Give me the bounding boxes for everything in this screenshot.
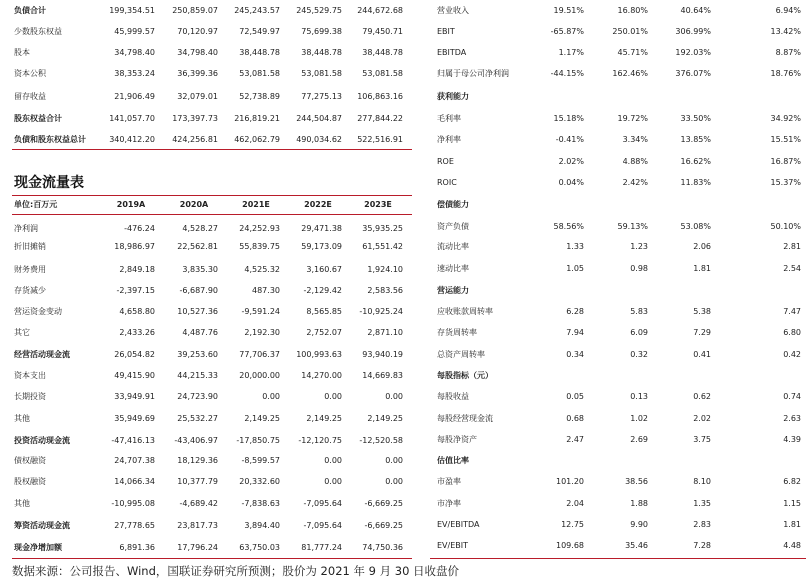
row-value: 244,504.87 (296, 114, 342, 123)
row-value: 20,000.00 (239, 371, 280, 380)
row-value: 5.38 (693, 307, 711, 316)
row-value: -12,520.58 (359, 436, 403, 445)
row-value: 0.41 (693, 350, 711, 359)
row-label: 股权融资 (14, 477, 46, 486)
row-value: 3,160.67 (306, 265, 342, 274)
row-value: 33,949.91 (114, 392, 155, 401)
row-value: 2.47 (566, 435, 584, 444)
row-label: 营运能力 (437, 286, 469, 295)
row-value: 6,891.36 (119, 543, 155, 552)
row-label: EV/EBITDA (437, 520, 480, 529)
row-value: 53,081.58 (362, 69, 403, 78)
row-label: 折旧摊销 (14, 242, 46, 251)
row-value: 199,354.51 (109, 6, 155, 15)
row-value: 16.80% (617, 6, 648, 15)
row-value: 11.83% (680, 178, 711, 187)
row-value: 2.02% (558, 157, 584, 166)
row-value: 32,079.01 (177, 92, 218, 101)
row-label: EBITDA (437, 48, 467, 57)
row-value: 0.62 (693, 392, 711, 401)
row-value: 52,738.89 (239, 92, 280, 101)
row-value: 100,993.63 (296, 350, 342, 359)
row-value: 35.46 (625, 541, 648, 550)
table-row (0, 0, 806, 21)
row-value: 2,149.25 (244, 414, 280, 423)
row-value: 0.00 (385, 477, 403, 486)
row-value: 19.72% (617, 114, 648, 123)
row-value: 173,397.73 (172, 114, 218, 123)
row-value: 2.63 (783, 414, 801, 423)
row-value: 77,706.37 (239, 350, 280, 359)
row-value: 21,906.49 (114, 92, 155, 101)
row-value: 7.47 (783, 307, 801, 316)
row-value: 6.80 (783, 328, 801, 337)
row-value: 38,448.78 (301, 48, 342, 57)
row-value: 38,353.24 (114, 69, 155, 78)
row-value: 35,949.69 (114, 414, 155, 423)
row-value: 306.99% (675, 27, 711, 36)
row-value: 0.32 (630, 350, 648, 359)
row-value: 3,894.40 (244, 521, 280, 530)
row-value: 0.74 (783, 392, 801, 401)
row-value: 75,699.38 (301, 27, 342, 36)
row-label: 长期投资 (14, 392, 46, 401)
row-label: 市净率 (437, 499, 461, 508)
row-value: 34,798.40 (177, 48, 218, 57)
row-value: -6,669.25 (364, 499, 403, 508)
row-label: 应收账款周转率 (437, 307, 493, 316)
row-value: -7,838.63 (241, 499, 280, 508)
table-row (0, 493, 806, 514)
row-value: 2.81 (783, 242, 801, 251)
table-row (0, 258, 806, 279)
year-header: 2022E (304, 200, 332, 209)
row-label: 资本公积 (14, 69, 46, 78)
row-value: -9,591.24 (241, 307, 280, 316)
row-value: 1.33 (566, 242, 584, 251)
row-value: 1.05 (566, 264, 584, 273)
row-value: 59,173.09 (301, 242, 342, 251)
row-label: 存货减少 (14, 286, 46, 295)
row-value: 36,399.36 (177, 69, 218, 78)
row-value: -8,599.57 (241, 456, 280, 465)
ratios-bottom-rule (430, 558, 806, 559)
row-label: 流动比率 (437, 242, 469, 251)
row-value: 79,450.71 (362, 27, 403, 36)
row-value: 58.56% (553, 222, 584, 231)
row-value: -47,416.13 (111, 436, 155, 445)
row-value: 7.28 (693, 541, 711, 550)
row-label: 每股指标（元） (437, 371, 493, 380)
row-value: 25,532.27 (177, 414, 218, 423)
row-value: 244,672.68 (357, 6, 403, 15)
row-label: 债权融资 (14, 456, 46, 465)
row-value: 2,149.25 (306, 414, 342, 423)
row-value: 4,528.27 (182, 224, 218, 233)
row-value: 250,859.07 (172, 6, 218, 15)
row-value: 245,529.75 (296, 6, 342, 15)
row-value: 15.18% (553, 114, 584, 123)
table-row (0, 450, 806, 471)
table-row (0, 514, 806, 535)
row-value: 2.04 (566, 499, 584, 508)
table-row (0, 386, 806, 407)
row-label: EV/EBIT (437, 541, 469, 550)
row-label: 每股收益 (437, 392, 469, 401)
row-value: 2.54 (783, 264, 801, 273)
row-value: 38.56 (625, 477, 648, 486)
table-row (0, 322, 806, 343)
row-label: 少数股东权益 (14, 27, 62, 36)
row-value: 34,798.40 (114, 48, 155, 57)
row-value: -10,925.24 (359, 307, 403, 316)
row-value: -65.87% (550, 27, 584, 36)
row-value: 0.05 (566, 392, 584, 401)
row-value: 277,844.22 (357, 114, 403, 123)
row-label: 现金净增加额 (14, 543, 62, 552)
row-value: 250.01% (612, 27, 648, 36)
row-value: 0.13 (630, 392, 648, 401)
row-label: 资产负债 (437, 222, 469, 231)
row-label: 其他 (14, 499, 30, 508)
row-value: 1.15 (783, 499, 801, 508)
table-row (0, 344, 806, 365)
row-value: 53.08% (680, 222, 711, 231)
row-label: 净利率 (437, 135, 461, 144)
row-value: 0.00 (385, 456, 403, 465)
row-value: 74,750.36 (362, 543, 403, 552)
table-row (0, 236, 806, 257)
row-value: 38,448.78 (362, 48, 403, 57)
table-row (0, 129, 806, 150)
year-header: 2019A (116, 200, 146, 209)
row-value: 340,412.20 (109, 135, 155, 144)
unit-label: 单位:百万元 (14, 200, 58, 209)
row-value: 0.42 (783, 350, 801, 359)
row-value: -2,397.15 (116, 286, 155, 295)
row-label: 营业收入 (437, 6, 469, 15)
row-label: 归属于母公司净利润 (437, 69, 509, 78)
row-value: -0.41% (555, 135, 584, 144)
row-value: 1.35 (693, 499, 711, 508)
row-label: 速动比率 (437, 264, 469, 273)
table-row (0, 108, 806, 129)
row-label: 筹资活动现金流 (14, 521, 70, 530)
row-value: 10,527.36 (177, 307, 218, 316)
row-value: 376.07% (675, 69, 711, 78)
row-value: -6,687.90 (179, 286, 218, 295)
row-value: 4,658.80 (119, 307, 155, 316)
row-value: 4.88% (622, 157, 648, 166)
row-value: 0.00 (324, 392, 342, 401)
row-value: 50.10% (770, 222, 801, 231)
row-value: 14,669.83 (362, 371, 403, 380)
row-value: 59.13% (617, 222, 648, 231)
row-value: 72,549.97 (239, 27, 280, 36)
row-label: 财务费用 (14, 265, 46, 274)
row-value: 2.06 (693, 242, 711, 251)
row-value: 192.03% (675, 48, 711, 57)
row-value: 16.87% (770, 157, 801, 166)
row-label: 股东权益合计 (14, 114, 62, 123)
row-value: 0.00 (385, 392, 403, 401)
row-value: 14,270.00 (301, 371, 342, 380)
table-row (0, 471, 806, 492)
row-value: 2,149.25 (367, 414, 403, 423)
row-label: 每股经营现金流 (437, 414, 493, 423)
row-value: 0.00 (262, 392, 280, 401)
row-value: 462,062.79 (234, 135, 280, 144)
row-value: 1,924.10 (367, 265, 403, 274)
row-value: 8.10 (693, 477, 711, 486)
row-value: 4,487.76 (182, 328, 218, 337)
year-header: 2021E (242, 200, 270, 209)
row-value: -476.24 (124, 224, 155, 233)
row-value: 16.62% (680, 157, 711, 166)
row-label: 获利能力 (437, 92, 469, 101)
row-value: 3.75 (693, 435, 711, 444)
row-value: 18,986.97 (114, 242, 155, 251)
table-row (0, 63, 806, 84)
row-value: 14,066.34 (114, 477, 155, 486)
row-value: 17,796.24 (177, 543, 218, 552)
row-value: 8.87% (775, 48, 801, 57)
row-value: 2,583.56 (367, 286, 403, 295)
row-value: 0.34 (566, 350, 584, 359)
row-value: 2.69 (630, 435, 648, 444)
row-value: 6.09 (630, 328, 648, 337)
table-row (0, 42, 806, 63)
row-value: 0.04% (558, 178, 584, 187)
row-value: 24,252.93 (239, 224, 280, 233)
row-value: 15.51% (770, 135, 801, 144)
row-label: 其它 (14, 328, 30, 337)
row-value: 45,999.57 (114, 27, 155, 36)
row-value: -2,129.42 (303, 286, 342, 295)
row-value: 0.00 (324, 477, 342, 486)
row-value: 23,817.73 (177, 521, 218, 530)
row-value: 2.42% (622, 178, 648, 187)
row-value: 1.81 (783, 520, 801, 529)
row-value: 15.37% (770, 178, 801, 187)
row-value: 7.94 (566, 328, 584, 337)
row-value: 1.81 (693, 264, 711, 273)
row-value: 24,723.90 (177, 392, 218, 401)
row-value: -43,406.97 (174, 436, 218, 445)
row-value: -6,669.25 (364, 521, 403, 530)
row-value: 162.46% (612, 69, 648, 78)
row-value: 53,081.58 (301, 69, 342, 78)
table-row (0, 21, 806, 42)
table-row (0, 172, 806, 193)
row-value: 22,562.81 (177, 242, 218, 251)
row-value: 0.00 (324, 456, 342, 465)
row-label: 总资产周转率 (437, 350, 485, 359)
row-value: 10,377.79 (177, 477, 218, 486)
row-value: 12.75 (561, 520, 584, 529)
row-value: 19.51% (553, 6, 584, 15)
table-row (0, 429, 806, 450)
table-row (0, 535, 806, 556)
row-value: 53,081.58 (239, 69, 280, 78)
row-label: 经营活动现金流 (14, 350, 70, 359)
row-value: 61,551.42 (362, 242, 403, 251)
cash-flow-bottom-rule (12, 558, 412, 559)
year-header: 2020A (179, 200, 209, 209)
row-label: ROE (437, 157, 454, 166)
row-value: 4.39 (783, 435, 801, 444)
row-value: 35,935.25 (362, 224, 403, 233)
row-value: 33.50% (680, 114, 711, 123)
row-value: 8,565.85 (306, 307, 342, 316)
row-value: -44.15% (550, 69, 584, 78)
row-value: 101.20 (556, 477, 584, 486)
row-label: 投资活动现金流 (14, 436, 70, 445)
row-value: 216,819.21 (234, 114, 280, 123)
row-value: 63,750.03 (239, 543, 280, 552)
row-value: 2.83 (693, 520, 711, 529)
row-value: -17,850.75 (236, 436, 280, 445)
row-value: -12,120.75 (298, 436, 342, 445)
row-label: ROIC (437, 178, 457, 187)
row-value: 18.76% (770, 69, 801, 78)
table-row (0, 216, 806, 237)
row-label: 负债和股东权益总计 (14, 135, 86, 144)
row-value: 5.83 (630, 307, 648, 316)
row-value: 26,054.82 (114, 350, 155, 359)
row-label: 偿债能力 (437, 200, 469, 209)
row-value: 6.94% (775, 6, 801, 15)
row-value: -7,095.64 (303, 521, 342, 530)
row-value: 1.23 (630, 242, 648, 251)
row-value: 93,940.19 (362, 350, 403, 359)
cash-flow-title: 现金流量表 (14, 175, 84, 191)
row-value: 49,415.90 (114, 371, 155, 380)
table-row (0, 408, 806, 429)
row-value: 106,863.16 (357, 92, 403, 101)
row-value: 13.85% (680, 135, 711, 144)
row-label: 毛利率 (437, 114, 461, 123)
row-value: 38,448.78 (239, 48, 280, 57)
row-label: EBIT (437, 27, 455, 36)
row-value: 2,871.10 (367, 328, 403, 337)
row-value: 27,778.65 (114, 521, 155, 530)
row-value: 81,777.24 (301, 543, 342, 552)
row-value: -4,689.42 (179, 499, 218, 508)
row-value: 7.29 (693, 328, 711, 337)
row-value: 1.17% (558, 48, 584, 57)
row-value: 9.90 (630, 520, 648, 529)
row-label: 负债合计 (14, 6, 46, 15)
row-value: 6.28 (566, 307, 584, 316)
row-value: 487.30 (252, 286, 280, 295)
row-value: 29,471.38 (301, 224, 342, 233)
row-value: 3,835.30 (182, 265, 218, 274)
row-value: 13.42% (770, 27, 801, 36)
row-value: 3.34% (622, 135, 648, 144)
row-value: 2,849.18 (119, 265, 155, 274)
row-value: 2,752.07 (306, 328, 342, 337)
row-value: 522,516.91 (357, 135, 403, 144)
table-row (0, 86, 806, 107)
row-value: 245,243.57 (234, 6, 280, 15)
table-row (0, 194, 806, 215)
row-value: 18,129.36 (177, 456, 218, 465)
data-source-footer: 数据来源：公司报告、Wind，国联证券研究所预测；股价为 2021 年 9 月 30 日收盘价 (12, 564, 460, 578)
row-value: 424,256.81 (172, 135, 218, 144)
row-value: 24,707.38 (114, 456, 155, 465)
row-value: -10,995.08 (111, 499, 155, 508)
row-value: 34.92% (770, 114, 801, 123)
row-value: 44,215.33 (177, 371, 218, 380)
row-label: 存货周转率 (437, 328, 477, 337)
row-value: 1.88 (630, 499, 648, 508)
row-value: 39,253.60 (177, 350, 218, 359)
row-label: 每股净资产 (437, 435, 477, 444)
row-label: 市盈率 (437, 477, 461, 486)
row-label: 营运资金变动 (14, 307, 62, 316)
row-value: 6.82 (783, 477, 801, 486)
year-header: 2023E (364, 200, 392, 209)
row-value: 77,275.13 (301, 92, 342, 101)
row-value: 0.68 (566, 414, 584, 423)
table-row (0, 151, 806, 172)
row-value: 20,332.60 (239, 477, 280, 486)
row-value: 141,057.70 (109, 114, 155, 123)
row-value: 0.98 (630, 264, 648, 273)
row-label: 留存收益 (14, 92, 46, 101)
table-row (0, 365, 806, 386)
row-value: 2.02 (693, 414, 711, 423)
row-value: 2,192.30 (244, 328, 280, 337)
row-value: 40.64% (680, 6, 711, 15)
row-value: 109.68 (556, 541, 584, 550)
row-label: 其他 (14, 414, 30, 423)
table-row (0, 301, 806, 322)
row-value: 1.02 (630, 414, 648, 423)
row-label: 股本 (14, 48, 30, 57)
row-value: 4.48 (783, 541, 801, 550)
row-value: 490,034.62 (296, 135, 342, 144)
row-value: 4,525.32 (244, 265, 280, 274)
row-label: 资本支出 (14, 371, 46, 380)
row-label: 估值比率 (437, 456, 469, 465)
row-value: 45.71% (617, 48, 648, 57)
row-value: 55,839.75 (239, 242, 280, 251)
table-row (0, 280, 806, 301)
row-value: 2,433.26 (119, 328, 155, 337)
row-value: 70,120.97 (177, 27, 218, 36)
row-label: 净利润 (14, 224, 38, 233)
row-value: -7,095.64 (303, 499, 342, 508)
